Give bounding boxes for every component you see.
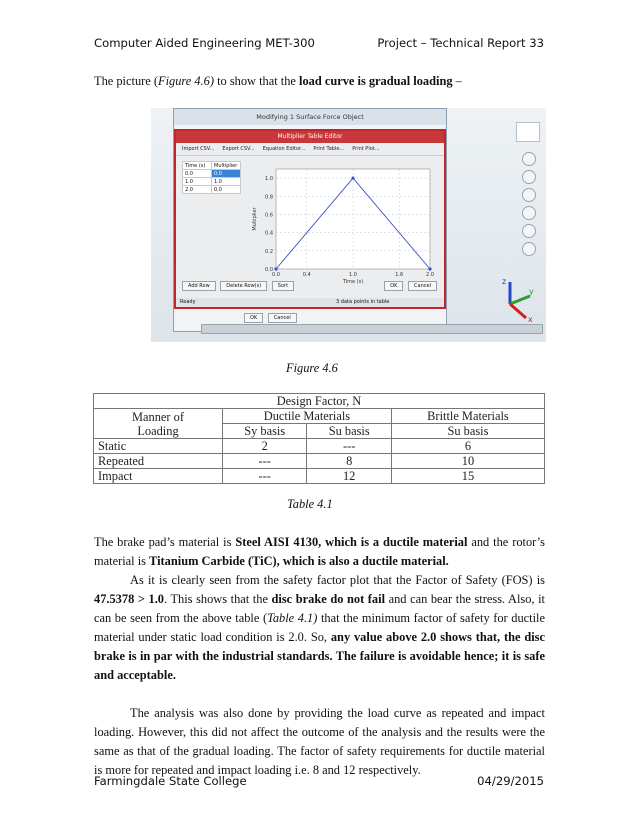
text-bold: any value above 2.0 shows that, the disc brake is in par with the industrial standards. The failure is avoidable hence; it is safe and acceptable. bbox=[94, 630, 545, 682]
intro-text: The picture ( bbox=[94, 74, 158, 88]
cell-sy: --- bbox=[223, 469, 307, 484]
toolbar-item[interactable]: Import CSV... bbox=[182, 146, 215, 152]
x-tick-label: 2.0 bbox=[426, 272, 434, 278]
text-bold: Steel AISI 4130, which is a ductile material bbox=[235, 535, 468, 549]
text-span: . This shows that the bbox=[164, 592, 272, 606]
editor-cancel-button[interactable]: Cancel bbox=[408, 281, 437, 291]
table-row bbox=[94, 439, 545, 454]
paragraph-materials bbox=[94, 533, 545, 571]
text-bold: disc brake do not fail bbox=[271, 592, 386, 606]
grid-header: Multiplier bbox=[212, 162, 241, 170]
y-tick-label: 0.4 bbox=[265, 230, 273, 237]
sy-basis-header: Sy basis bbox=[223, 424, 307, 439]
grid-cell[interactable]: 0.0 bbox=[183, 170, 212, 178]
design-factor-table bbox=[93, 393, 545, 484]
x-tick-label: 1.0 bbox=[349, 272, 357, 278]
data-point bbox=[274, 267, 277, 270]
grid-header: Time (s) bbox=[183, 162, 212, 170]
status-left: Ready bbox=[180, 299, 196, 305]
header-page-info: Project – Technical Report 33 bbox=[377, 36, 544, 50]
delete-rows-button[interactable]: Delete Row(s) bbox=[220, 281, 267, 291]
outer-cancel-button[interactable]: Cancel bbox=[268, 313, 297, 323]
text-span: As it is clearly seen from the safety factor plot that the Factor of Safety (FOS) is bbox=[130, 573, 545, 587]
manner-header-line1: Manner of bbox=[132, 409, 184, 424]
text-bold: 47.5378 > 1.0 bbox=[94, 592, 164, 606]
cell-su: --- bbox=[307, 439, 391, 454]
timeline-bar[interactable] bbox=[201, 324, 543, 334]
su-basis-header: Su basis bbox=[307, 424, 391, 439]
table-title: Design Factor, N bbox=[94, 394, 545, 409]
multiplier-plot bbox=[246, 161, 440, 291]
y-tick-label: 0.6 bbox=[265, 212, 273, 219]
cell-brittle: 15 bbox=[391, 469, 544, 484]
editor-row-buttons bbox=[182, 281, 297, 291]
editor-ok-button[interactable]: OK bbox=[384, 281, 403, 291]
text-span: that the minimum factor of safety for ductile material under static load condition is 2.0. So, bbox=[94, 611, 545, 644]
editor-status-bar bbox=[176, 298, 444, 307]
text-italic: Table 4.1) bbox=[267, 611, 318, 625]
su-basis-brittle-header: Su basis bbox=[391, 424, 544, 439]
pan-icon bbox=[522, 152, 536, 166]
text-bold: Titanium Carbide (TiC), which is also a ductile material. bbox=[149, 554, 449, 568]
intro-text: – bbox=[452, 74, 462, 88]
figure-screenshot bbox=[151, 108, 546, 342]
intro-bold: load curve is gradual loading bbox=[299, 74, 453, 88]
svg-text:x: x bbox=[528, 315, 533, 324]
body-text bbox=[94, 533, 545, 780]
grid-cell[interactable]: 2.0 bbox=[183, 186, 212, 194]
multiplier-table-editor bbox=[174, 129, 446, 309]
manner-header-line2: Loading bbox=[137, 423, 179, 438]
toolbar-item[interactable]: Print Plot... bbox=[352, 146, 380, 152]
intro-line bbox=[94, 74, 462, 89]
outer-dialog-buttons bbox=[244, 313, 300, 323]
data-point bbox=[351, 176, 354, 179]
axis-triad-icon bbox=[496, 274, 536, 324]
editor-title: Multiplier Table Editor bbox=[176, 131, 444, 143]
table-row bbox=[94, 454, 545, 469]
intro-figure-ref: Figure 4.6) bbox=[158, 74, 214, 88]
y-tick-label: 1.0 bbox=[265, 176, 273, 183]
toolbar-item[interactable]: Export CSV... bbox=[222, 146, 255, 152]
grid-cell[interactable]: 0.0 bbox=[212, 186, 241, 194]
cell-brittle: 6 bbox=[391, 439, 544, 454]
intro-text: to show that the bbox=[213, 74, 299, 88]
view-cube-icon bbox=[516, 122, 540, 142]
multiplier-grid bbox=[182, 161, 242, 194]
look-icon bbox=[522, 224, 536, 238]
cell-su: 8 bbox=[307, 454, 391, 469]
table-row bbox=[94, 469, 545, 484]
header-title: Computer Aided Engineering MET-300 bbox=[94, 36, 315, 50]
text-span: and the rotor’s material is bbox=[94, 535, 546, 568]
brittle-header: Brittle Materials bbox=[391, 409, 544, 424]
x-axis-label: Time (s) bbox=[342, 279, 364, 285]
data-point bbox=[428, 267, 431, 270]
y-tick-label: 0.2 bbox=[265, 248, 273, 255]
editor-toolbar bbox=[176, 143, 444, 156]
cell-su: 12 bbox=[307, 469, 391, 484]
text-span: The brake pad’s material is bbox=[94, 535, 236, 549]
outer-ok-button[interactable]: OK bbox=[244, 313, 263, 323]
grid-cell[interactable]: 1.0 bbox=[212, 178, 241, 186]
x-tick-label: 0.4 bbox=[302, 272, 311, 278]
status-right: 3 data points in table bbox=[336, 299, 390, 305]
zoom-icon bbox=[522, 188, 536, 202]
cell-sy: 2 bbox=[223, 439, 307, 454]
rotate-icon bbox=[522, 170, 536, 184]
cell-brittle: 10 bbox=[391, 454, 544, 469]
walk-icon bbox=[522, 242, 536, 256]
cell-sy: --- bbox=[223, 454, 307, 469]
manner-header bbox=[94, 409, 223, 439]
surface-force-dialog bbox=[173, 108, 447, 332]
add-row-button[interactable]: Add Row bbox=[182, 281, 216, 291]
table-caption: Table 4.1 bbox=[287, 497, 333, 511]
sort-button[interactable]: Sort bbox=[272, 281, 294, 291]
text-span: and can bear the stress. Also, it can be seen from the above table ( bbox=[94, 592, 545, 625]
paragraph-analysis: The analysis was also done by providing the load curve as repeated and impact loading. However, this did not affect the outcome of the analysis and the results were the same as that of the gradual loading. The factor of safety requirements for ductile material is more for repeated and impact loading i.e. 8 and 12 respectively. bbox=[94, 706, 545, 777]
toolbar-item[interactable]: Print Table... bbox=[313, 146, 345, 152]
svg-text:z: z bbox=[502, 277, 507, 286]
row-label: Repeated bbox=[94, 454, 223, 469]
ductile-header: Ductile Materials bbox=[223, 409, 392, 424]
row-label: Static bbox=[94, 439, 223, 454]
grid-cell[interactable]: 0.0 bbox=[212, 170, 241, 178]
grid-cell[interactable]: 1.0 bbox=[183, 178, 212, 186]
footer-college: Farmingdale State College bbox=[94, 774, 247, 788]
figure-caption: Figure 4.6 bbox=[286, 361, 338, 375]
toolbar-item[interactable]: Equation Editor... bbox=[262, 146, 306, 152]
paragraph-safety-factor bbox=[94, 571, 545, 685]
editor-dialog-buttons bbox=[384, 281, 440, 291]
svg-text:y: y bbox=[529, 287, 534, 296]
y-tick-label: 0.0 bbox=[265, 267, 273, 273]
y-tick-label: 0.8 bbox=[265, 194, 273, 201]
row-label: Impact bbox=[94, 469, 223, 484]
zoom-fit-icon bbox=[522, 206, 536, 220]
outer-dialog-title: Modifying 1 Surface Force Object bbox=[174, 109, 446, 125]
y-axis-label: Multiplier bbox=[252, 207, 258, 231]
x-tick-label: 0.0 bbox=[272, 272, 280, 278]
footer-date: 04/29/2015 bbox=[477, 774, 544, 788]
x-tick-label: 1.6 bbox=[395, 272, 404, 278]
